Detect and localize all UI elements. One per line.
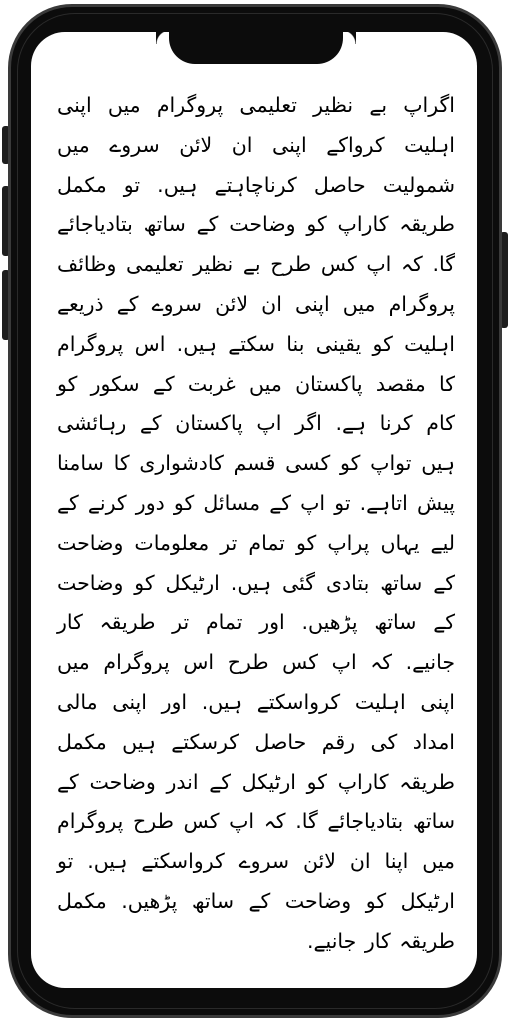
phone-notch	[169, 32, 343, 64]
phone-screen[interactable]	[31, 32, 477, 988]
article-body: اگراپ بے نظیر تعلیمی پروگرام میں اپنی اہلیت کرواکے اپنی ان لائن سروے میں شمولیت حاصل کرناچاہتے ہیں. تو مکمل طریقہ کاراپ کو وضاحت کے ساتھ بتادیاجائے گا. کہ اپ کس طرح بے نظیر تعلیمی وظائف پروگرام میں اپنی ان لائن سروے کے ذریعے اہلیت کو یقینی بنا سکتے ہیں. اس پروگرام کا مقصد پاکستان میں غربت کے سکور کو کام کرنا ہے. اگر اپ پاکستان کے رہائشی ہیں تواپ کو کسی قسم کادشواری کا سامنا پیش اتاہے. تو اپ کے مسائل کو دور کرنے کے لیے یہاں پراپ کو تمام تر معلومات وضاحت کے ساتھ بتادی گئی ہیں. ارٹیکل کو وضاحت کے ساتھ پڑھیں. اور تمام تر طریقہ کار جانیے. کہ اپ کس طرح اس پروگرام میں اپنی اہلیت کرواسکتے ہیں. اور اپنی مالی امداد کی رقم حاصل کرسکتے ہیں مکمل طریقہ کاراپ کو ارٹیکل کے اندر وضاحت کے ساتھ بتادیاجائے گا. کہ اپ کس طرح پروگرام میں اپنا ان لائن سروے کرواسکتے ہیں. تو ارٹیکل کو وضاحت کے ساتھ پڑھیں. مکمل طریقہ کار جانیے.	[57, 93, 455, 953]
